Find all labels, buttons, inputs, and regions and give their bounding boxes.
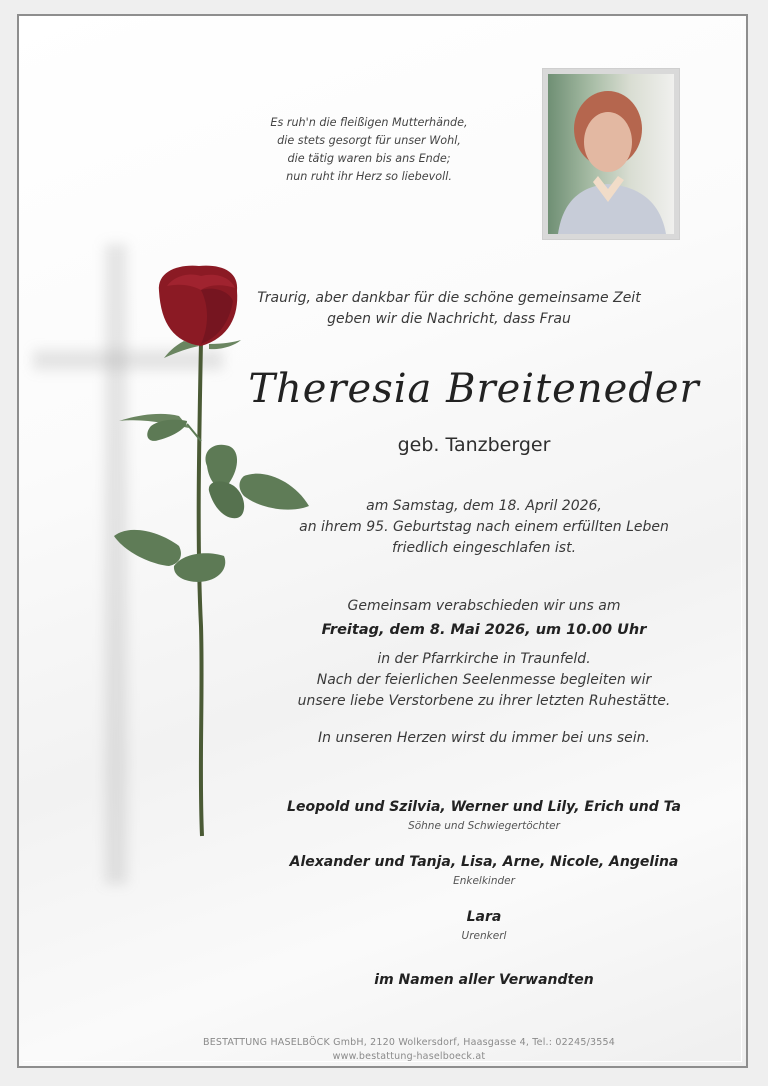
poem-line: die tätig waren bis ans Ende; — [287, 152, 451, 165]
poem-line: die stets gesorgt für unser Wohl, — [277, 134, 461, 147]
mourner-names: Leopold und Szilvia, Werner und Lily, Erich und Ta — [287, 799, 681, 815]
poem-line: Es ruh'n die fleißigen Mutterhände, — [270, 116, 468, 129]
intro-line: Traurig, aber dankbar für die schöne gemeinsame Zeit — [257, 290, 641, 306]
heart-line: In unseren Herzen wirst du immer bei uns sein. — [318, 730, 650, 746]
mourner-relation: Enkelkinder — [453, 875, 515, 887]
mourner-names: Lara — [466, 909, 502, 925]
poem — [244, 114, 494, 186]
place-line: Nach der feierlichen Seelenmesse begleiten wir — [316, 672, 652, 688]
intro-text — [249, 288, 649, 330]
deceased-name: Theresia Breiteneder — [248, 366, 700, 412]
intro-line: geben wir die Nachricht, dass Frau — [327, 311, 571, 327]
death-line: an ihrem 95. Geburtstag nach einem erfüllten Leben — [299, 519, 669, 535]
portrait-photo — [542, 68, 680, 240]
mourner-relation: Söhne und Schwiegertöchter — [408, 820, 560, 832]
poem-line: nun ruht ihr Herz so liebevoll. — [286, 170, 452, 183]
funeral-datetime: Freitag, dem 8. Mai 2026, um 10.00 Uhr — [321, 622, 647, 638]
closing-line: im Namen aller Verwandten — [374, 972, 594, 988]
funeral-place — [249, 649, 719, 712]
mourner-relation: Urenkerl — [461, 930, 507, 942]
portrait-image — [548, 74, 674, 234]
obituary-card — [17, 14, 748, 1068]
footer-website[interactable]: www.bestattung-haselboeck.at — [332, 1051, 486, 1062]
place-line: unsere liebe Verstorbene zu ihrer letzten Ruhestätte. — [297, 693, 671, 709]
farewell-intro: Gemeinsam verabschieden wir uns am — [347, 598, 621, 614]
place-line: in der Pfarrkirche in Traunfeld. — [377, 651, 591, 667]
death-line: am Samstag, dem 18. April 2026, — [366, 498, 602, 514]
mourner-names: Alexander und Tanja, Lisa, Arne, Nicole, Angelina — [289, 854, 679, 870]
footer-company: BESTATTUNG HASELBÖCK GmbH, 2120 Wolkersdorf, Haasgasse 4, Tel.: 02245/3554 — [203, 1037, 615, 1048]
maiden-name: geb. Tanzberger — [397, 434, 551, 456]
death-line: friedlich eingeschlafen ist. — [391, 540, 577, 556]
death-notice — [269, 496, 699, 559]
person-silhouette-icon — [548, 74, 674, 234]
footer — [199, 1036, 619, 1064]
